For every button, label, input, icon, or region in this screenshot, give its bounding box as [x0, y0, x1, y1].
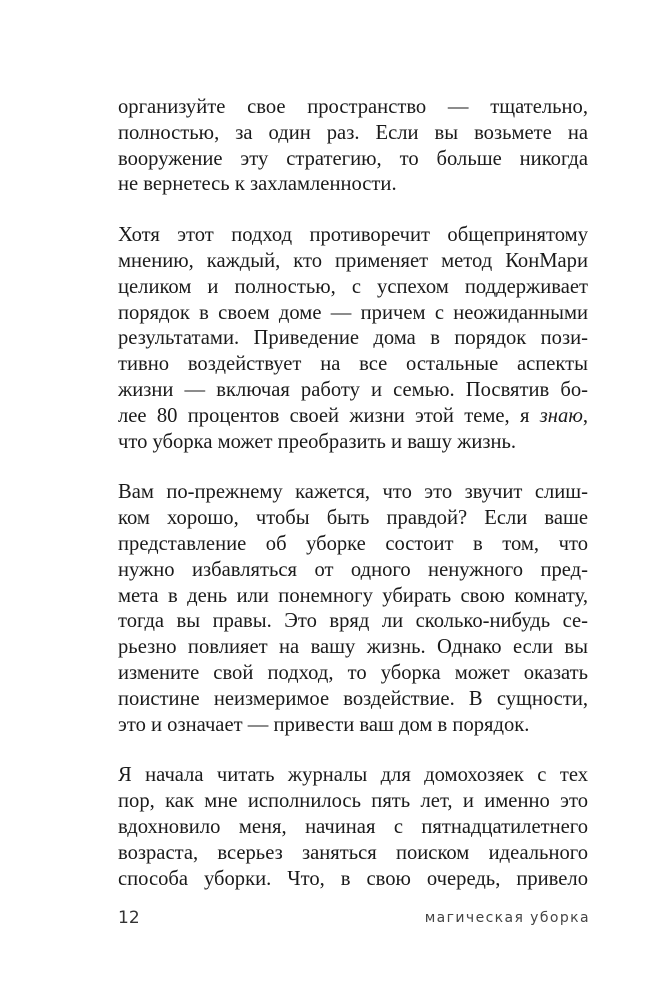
emphasis-word: знаю	[539, 404, 583, 427]
text-line: это и означает — привести ваш дом в порядок.	[118, 713, 530, 736]
text-line: Я начала читать журналы для домохозяек с тех	[118, 764, 588, 787]
paragraph-4	[118, 763, 588, 892]
text-line: способа уборки. Что, в свою очередь, привело	[118, 867, 588, 890]
text-line: Хотя этот подход противоречит общепринятому	[118, 224, 588, 247]
emphasis-tail: ,	[582, 404, 588, 427]
text-line: вооружение эту стратегию, то больше никогда	[118, 147, 588, 170]
text-line: нужно избавляться от одного ненужного пред-	[118, 558, 588, 581]
text-line-with-emphasis	[118, 404, 588, 430]
page-footer	[118, 908, 590, 932]
text-line: лее 80 процентов своей жизни этой теме, я	[118, 404, 540, 427]
text-line: что уборка может преобразить и вашу жизнь.	[118, 430, 517, 453]
body-text	[118, 95, 588, 917]
text-line: возраста, всерьез заняться поиском идеального	[118, 841, 588, 864]
page-number: 12	[118, 908, 140, 928]
text-line: порядок в своем доме — причем с неожиданными	[118, 301, 588, 324]
paragraph-3	[118, 480, 588, 738]
text-line: целиком и полностью, с успехом поддерживает	[118, 275, 588, 298]
text-line: вдохновило меня, начиная с пятнадцатилетнего	[118, 815, 588, 838]
running-title: магическая уборка	[424, 910, 590, 926]
text-line: поистине неизмеримое воздействие. В сущности,	[118, 687, 588, 710]
text-line: не вернетесь к захламленности.	[118, 173, 397, 196]
text-line: организуйте свое пространство — тщательно,	[118, 96, 588, 118]
text-line: представление об уборке состоит в том, что	[118, 532, 588, 555]
text-line: тогда вы правы. Это вряд ли сколько-нибудь се-	[118, 610, 588, 633]
text-line: полностью, за один раз. Если вы возьмете на	[118, 121, 588, 144]
text-line: тивно воздействует на все остальные аспекты	[118, 353, 588, 376]
paragraph-2	[118, 223, 588, 455]
text-line: Вам по-прежнему кажется, что это звучит слиш-	[118, 481, 588, 504]
paragraph-1	[118, 95, 588, 198]
text-line: ком хорошо, чтобы быть правдой? Если ваше	[118, 507, 588, 530]
text-line: измените свой подход, то уборка может оказать	[118, 661, 588, 684]
text-line: мета в день или понемногу убирать свою комнату,	[118, 584, 588, 607]
text-line: рьезно повлияет на вашу жизнь. Однако если вы	[118, 636, 588, 659]
text-line: пор, как мне исполнилось пять лет, и именно это	[118, 790, 588, 813]
text-line: мнению, каждый, кто применяет метод КонМари	[118, 249, 588, 272]
text-line: результатами. Приведение дома в порядок пози-	[118, 327, 588, 350]
text-line: жизни — включая работу и семью. Посвятив бо-	[118, 378, 588, 401]
